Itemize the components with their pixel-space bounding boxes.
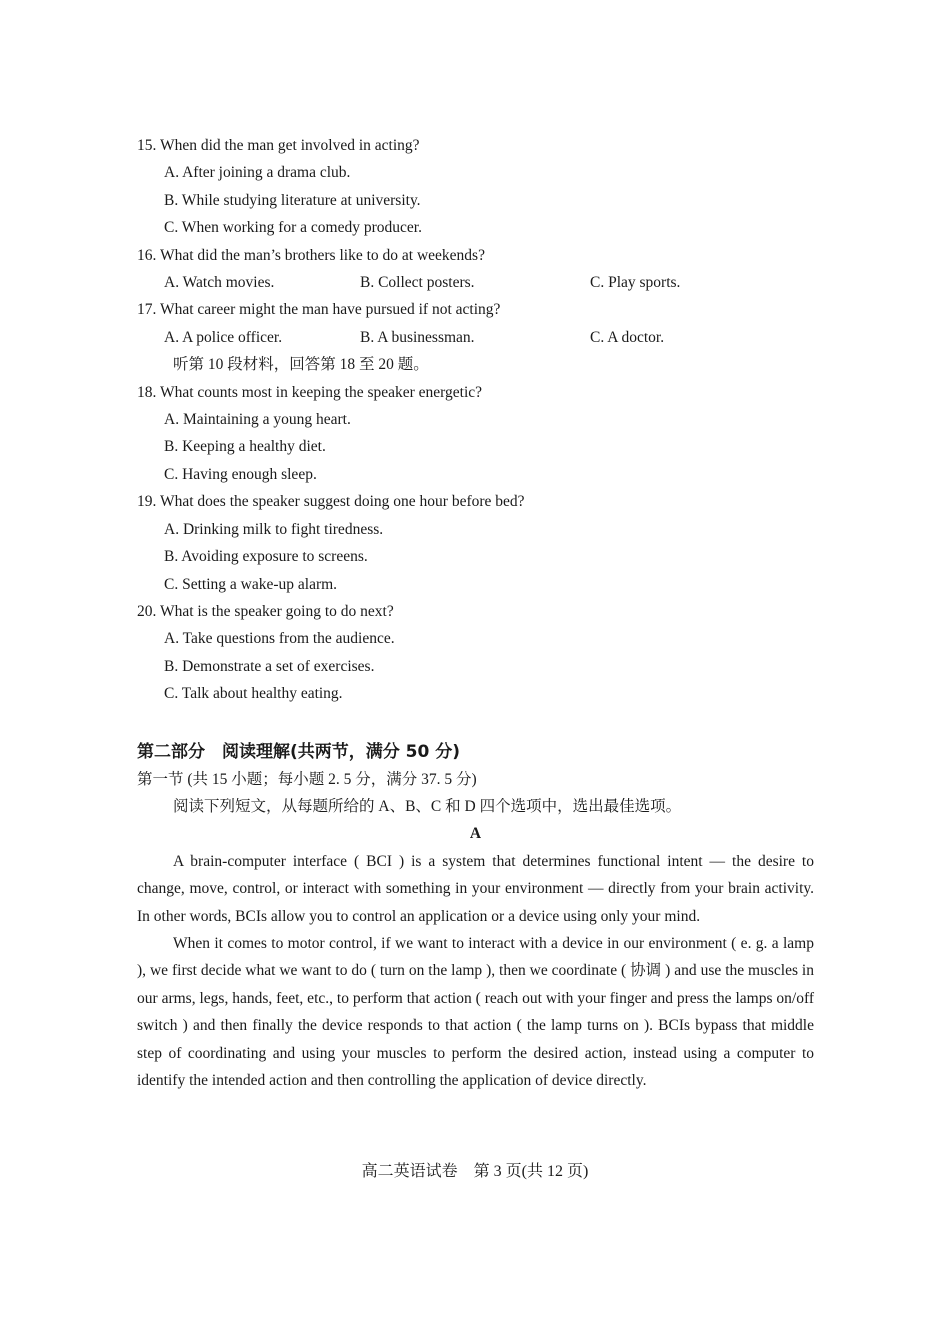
question-option: A. Drinking milk to fight tiredness.	[164, 520, 384, 538]
question-option: C. Setting a wake-up alarm.	[164, 575, 338, 593]
question-option: C. Talk about healthy eating.	[164, 685, 343, 703]
question-options-row	[137, 269, 814, 296]
section1-heading: 第一节 (共 15 小题；每小题 2. 5 分，满分 37. 5 分)	[137, 770, 477, 788]
question-stem: 15. When did the man get involved in acting?	[137, 137, 420, 154]
question-option: B. A businessman.	[360, 328, 475, 346]
question-stem: 18. What counts most in keeping the speaker energetic?	[137, 383, 483, 401]
question-option: B. While studying literature at university.	[164, 191, 421, 209]
question-option: A. Watch movies.	[164, 274, 275, 292]
question-stem: 17. What career might the man have pursued if not acting?	[137, 301, 501, 319]
question-stem: 16. What did the man’s brothers like to do at weekends?	[137, 246, 485, 264]
question-option: C. Play sports.	[590, 274, 681, 292]
question-option: A. After joining a drama club.	[164, 164, 351, 182]
question-options-row	[137, 324, 814, 351]
passage-paragraph: When it comes to motor control, if we want to interact with a device in our environment ( e. g. a lamp ), we first decide what we want to do ( turn on the lamp ), then we coordinate ( 协调 ) and use the muscles in our arms, legs, hands, feet, etc., to perform that action ( reach out with your finger and press the lamps on/off switch ) and then finally the device responds to that action ( the lamp turns on ). BCIs bypass that middle step of coordinating and using your muscles to perform the desired action, instead using a computer to identify the intended action and then controlling the application of device directly.	[137, 934, 814, 1089]
passage-letter: A	[469, 825, 482, 843]
question-option: C. Having enough sleep.	[164, 465, 317, 483]
reading-instruction: 阅读下列短文，从每题所给的 A、B、C 和 D 四个选项中，选出最佳选项。	[173, 797, 682, 815]
question-option: A. Maintaining a young heart.	[164, 411, 351, 429]
exam-page-content	[137, 132, 814, 1094]
listening-instruction: 听第 10 段材料，回答第 18 至 20 题。	[173, 356, 429, 374]
question-option: C. A doctor.	[590, 328, 665, 346]
question-stem: 19. What does the speaker suggest doing one hour before bed?	[137, 493, 525, 511]
section-spacer	[137, 708, 814, 738]
question-option: B. Demonstrate a set of exercises.	[164, 657, 375, 675]
question-option: B. Avoiding exposure to screens.	[164, 548, 368, 566]
question-option: B. Collect posters.	[360, 274, 475, 292]
question-option: B. Keeping a healthy diet.	[164, 438, 326, 456]
page-footer: 高二英语试卷 第 3 页(共 12 页)	[361, 1163, 589, 1180]
question-option: A. A police officer.	[164, 328, 283, 346]
question-stem: 20. What is the speaker going to do next?	[137, 602, 394, 620]
passage-paragraph: A brain-computer interface ( BCI ) is a system that determines functional intent — the desire to change, move, control, or interact with something in your environment — directly from your brain activity. In other words, BCIs allow you to control an application or a device using only your mind.	[137, 852, 814, 925]
question-option: A. Take questions from the audience.	[164, 630, 395, 648]
part2-title: 第二部分 阅读理解(共两节，满分 50 分)	[137, 741, 461, 762]
question-option: C. When working for a comedy producer.	[164, 219, 422, 237]
